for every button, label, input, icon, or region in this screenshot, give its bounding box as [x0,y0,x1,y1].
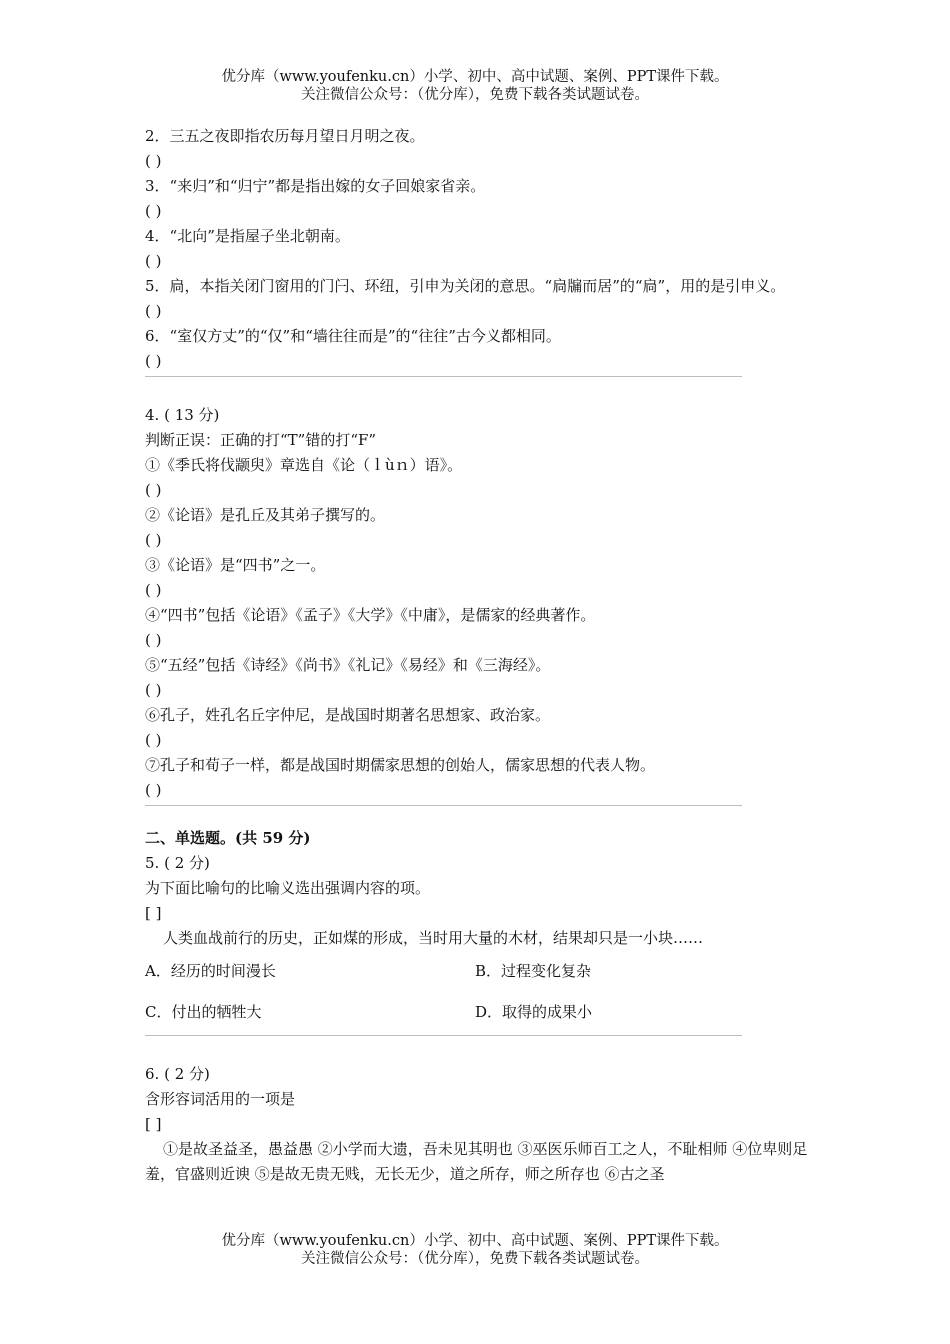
q3-answer-3: ( ) [145,202,162,220]
q5-options-row-1 [145,959,810,984]
header-line-1: 优分库（www.youfenku.cn）小学、初中、高中试题、案例、PPT课件下载。 [221,69,729,85]
q3-item-3: 3．“来归”和“归宁”都是指出嫁的女子回娘家省亲。 [145,177,486,195]
q4-answer-4: ( ) [145,631,162,649]
question-3-items [145,124,810,377]
q3-answer-5: ( ) [145,302,162,320]
q4-answer-7: ( ) [145,781,162,799]
q4-number: 4. ( 13 分) [145,406,220,424]
q4-item-6: ⑥孔子，姓孔名丘字仲尼，是战国时期著名思想家、政治家。 [145,706,551,724]
header-line-2: 关注微信公众号：（优分库），免费下载各类试题试卷。 [301,87,649,103]
q4-item-5: ⑤“五经”包括《诗经》《尚书》《礼记》《易经》和《三海经》。 [145,656,551,674]
q3-answer-4: ( ) [145,252,162,270]
q6-passage: ①是故圣益圣，愚益愚 ②小学而大遗，吾未见其明也 ③巫医乐师百工之人，不耻相师 ④位卑则足羞，官盛则近谀 ⑤是故无贵无贱，无长无少，道之所存，师之所存也 ⑥古之圣 [145,1140,808,1183]
divider [145,376,742,377]
q5-passage: 人类血战前行的历史，正如煤的形成，当时用大量的木材，结果却只是一小块…… [163,929,704,947]
q4-answer-5: ( ) [145,681,162,699]
q5-options-row-2 [145,1000,810,1025]
q3-item-4: 4．“北向”是指屋子坐北朝南。 [145,227,350,245]
q3-answer-2: ( ) [145,152,162,170]
q4-item-1: ①《季氏将伐颛臾》章选自《论（ｌùｎ）语》。 [145,456,463,474]
footer-line-2: 关注微信公众号：（优分库），免费下载各类试题试卷。 [301,1251,649,1267]
q4-item-3: ③《论语》是“四书”之一。 [145,556,326,574]
page-footer [0,1232,950,1268]
question-4 [145,403,810,806]
q4-item-7: ⑦孔子和荀子一样，都是战国时期儒家思想的创始人，儒家思想的代表人物。 [145,756,656,774]
q3-item-5: 5．扃，本指关闭门窗用的门闩、环纽，引申为关闭的意思。“扃牖而居”的“扃”，用的是引申义。 [145,277,786,295]
q4-answer-1: ( ) [145,481,162,499]
q5-option-a[interactable]: A．经历的时间漫长 [145,962,276,980]
q5-option-b[interactable]: B．过程变化复杂 [475,962,592,980]
q3-item-6: 6．“室仅方丈”的“仅”和“墙往往而是”的“往往”古今义都相同。 [145,327,561,345]
q4-item-4: ④“四书”包括《论语》《孟子》《大学》《中庸》，是儒家的经典著作。 [145,606,596,624]
q5-option-c[interactable]: C．付出的牺牲大 [145,1003,262,1021]
q4-answer-6: ( ) [145,731,162,749]
section-title: 二、单选题。(共 59 分) [145,829,311,847]
q3-item-2: 2．三五之夜即指农历每月望日月明之夜。 [145,127,425,145]
q4-answer-2: ( ) [145,531,162,549]
question-5 [145,851,810,1036]
q5-bracket: [ ] [145,904,162,922]
q3-answer-6: ( ) [145,352,162,370]
q5-option-d[interactable]: D．取得的成果小 [475,1003,593,1021]
q5-number: 5. ( 2 分) [145,854,210,872]
q6-stem: 含形容词活用的一项是 [145,1090,296,1108]
q4-item-2: ②《论语》是孔丘及其弟子撰写的。 [145,506,386,524]
q4-instruction: 判断正误：正确的打“T”错的打“F” [145,431,377,449]
q4-answer-3: ( ) [145,581,162,599]
footer-line-1: 优分库（www.youfenku.cn）小学、初中、高中试题、案例、PPT课件下载。 [221,1233,729,1249]
q5-stem: 为下面比喻句的比喻义选出强调内容的项。 [145,879,431,897]
q6-number: 6. ( 2 分) [145,1065,210,1083]
q6-bracket: [ ] [145,1115,162,1133]
divider [145,805,742,806]
document-body [145,124,810,1187]
page-header [0,68,950,104]
question-6 [145,1062,810,1187]
divider [145,1035,742,1036]
